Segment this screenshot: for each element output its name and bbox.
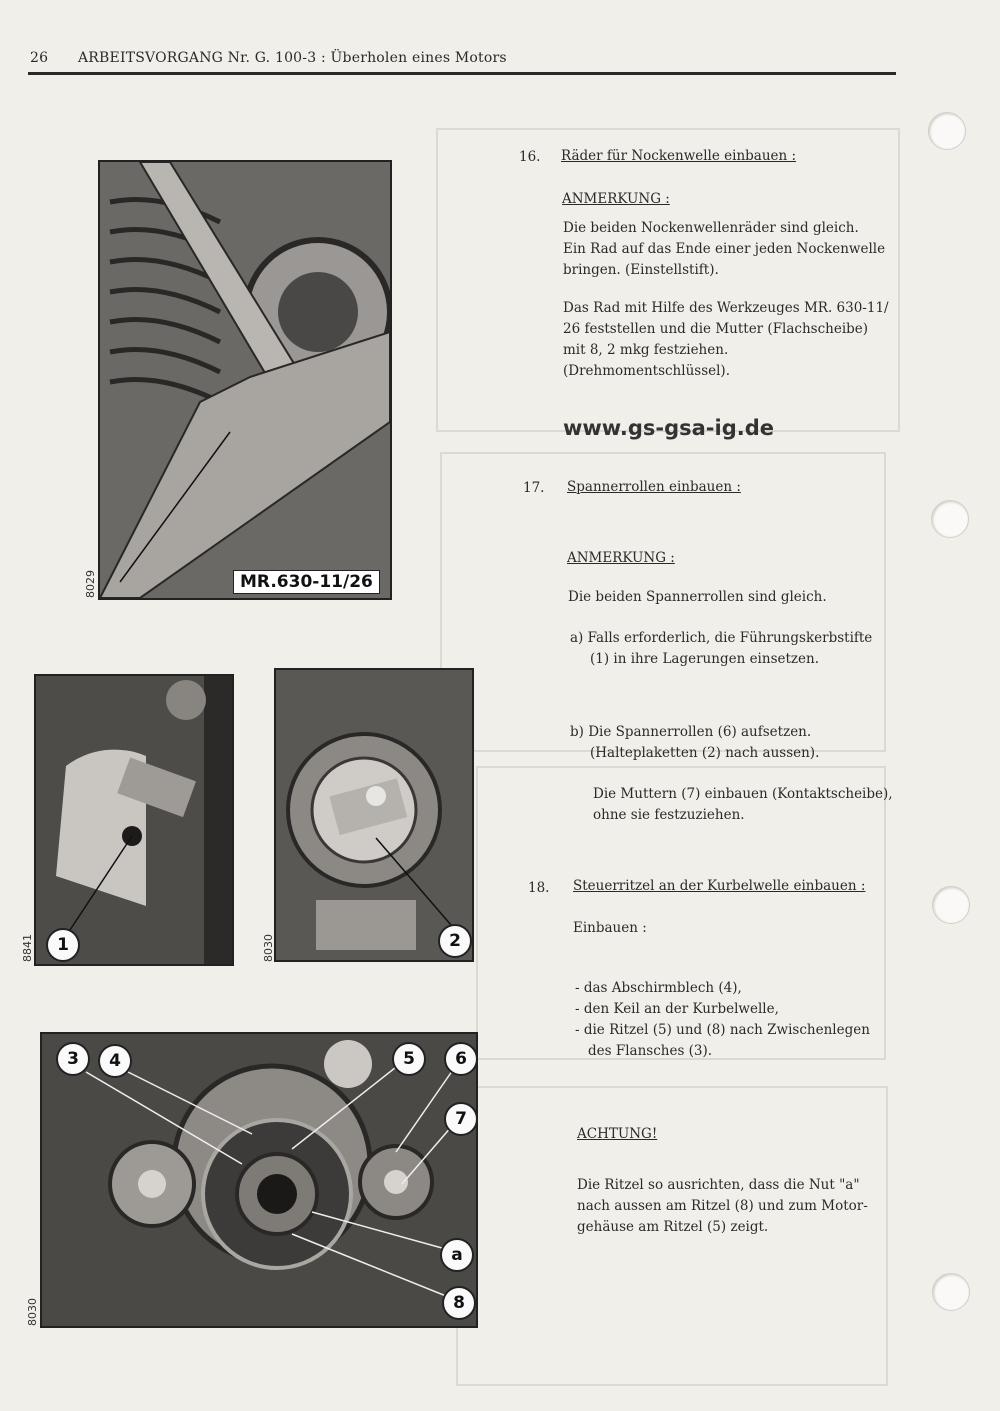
list-item: des Flansches (3). bbox=[588, 1043, 713, 1059]
text-line: ohne sie festzuziehen. bbox=[593, 807, 745, 823]
callout-7: 7 bbox=[444, 1102, 478, 1136]
punch-hole bbox=[931, 500, 969, 538]
punch-hole bbox=[928, 112, 966, 150]
text-line: (Halteplaketten (2) nach aussen). bbox=[590, 745, 820, 761]
step-18-title: Steuerritzel an der Kurbelwelle einbauen : bbox=[573, 878, 866, 894]
step-17-item-b bbox=[570, 722, 900, 764]
text-line: b) Die Spannerrollen (6) aufsetzen. bbox=[570, 724, 812, 740]
photo-guide-pins bbox=[34, 674, 234, 966]
punch-hole bbox=[932, 886, 970, 924]
photo-crankshaft-sprockets bbox=[40, 1032, 478, 1328]
text-line: Die beiden Nockenwellenräder sind gleich. bbox=[563, 220, 859, 236]
figure-code: 8030 bbox=[262, 934, 275, 962]
figure-code: 8841 bbox=[21, 934, 34, 962]
text-line: Die Ritzel so ausrichten, dass die Nut "a" bbox=[577, 1177, 860, 1193]
text-line: nach aussen am Ritzel (8) und zum Motor- bbox=[577, 1198, 868, 1214]
photo-tensioner-roller bbox=[274, 668, 474, 962]
step-17-number: 17. bbox=[523, 480, 545, 496]
callout-3: 3 bbox=[56, 1042, 90, 1076]
list-item: - den Keil an der Kurbelwelle, bbox=[575, 1001, 779, 1017]
step-17-item-c bbox=[593, 784, 913, 826]
step-16-note-heading: ANMERKUNG : bbox=[562, 191, 670, 207]
callout-a: a bbox=[440, 1238, 474, 1272]
text-line: (Drehmomentschlüssel). bbox=[563, 363, 730, 379]
step-18-install-label: Einbauen : bbox=[573, 920, 647, 936]
step-17-intro: Die beiden Spannerrollen sind gleich. bbox=[568, 589, 827, 605]
tool-label: MR.630-11/26 bbox=[233, 570, 380, 594]
step-18-warning-text bbox=[577, 1175, 897, 1238]
list-item: - das Abschirmblech (4), bbox=[575, 980, 742, 996]
step-17-note-heading: ANMERKUNG : bbox=[567, 550, 675, 566]
page-title: ARBEITSVORGANG Nr. G. 100-3 : Überholen eines Motors bbox=[78, 50, 507, 66]
callout-6: 6 bbox=[444, 1042, 478, 1076]
text-line: bringen. (Einstellstift). bbox=[563, 262, 719, 278]
guide-pin-illustration bbox=[36, 676, 232, 964]
callout-4: 4 bbox=[98, 1044, 132, 1078]
photo-camshaft-wheel-tool bbox=[98, 160, 392, 600]
tensioner-illustration bbox=[276, 670, 472, 960]
header-rule bbox=[28, 72, 896, 75]
text-line: Ein Rad auf das Ende einer jeden Nockenwelle bbox=[563, 241, 886, 257]
callout-1: 1 bbox=[46, 928, 80, 962]
callout-2: 2 bbox=[438, 924, 472, 958]
text-line: gehäuse am Ritzel (5) zeigt. bbox=[577, 1219, 769, 1235]
step-18-number: 18. bbox=[528, 880, 550, 896]
figure-code: 8029 bbox=[84, 570, 97, 598]
text-line: 26 feststellen und die Mutter (Flachscheibe) bbox=[563, 321, 869, 337]
text-line: mit 8, 2 mkg festziehen. bbox=[563, 342, 729, 358]
text-line: a) Falls erforderlich, die Führungskerbstifte bbox=[570, 630, 873, 646]
engine-illustration bbox=[100, 162, 390, 598]
page-number: 26 bbox=[30, 50, 49, 66]
text-line: (1) in ihre Lagerungen einsetzen. bbox=[590, 651, 819, 667]
text-line: Die Muttern (7) einbauen (Kontaktscheibe), bbox=[593, 786, 893, 802]
website-link[interactable]: www.gs-gsa-ig.de bbox=[563, 416, 774, 440]
step-16-instructions bbox=[563, 298, 913, 382]
step-18-item-list bbox=[575, 978, 895, 1062]
step-16-title: Räder für Nockenwelle einbauen : bbox=[561, 148, 797, 164]
sprocket-illustration bbox=[42, 1034, 476, 1326]
list-item: - die Ritzel (5) und (8) nach Zwischenlegen bbox=[575, 1022, 870, 1038]
step-16-note-text bbox=[563, 218, 913, 281]
callout-5: 5 bbox=[392, 1042, 426, 1076]
step-17-item-a bbox=[570, 628, 900, 670]
punch-hole bbox=[932, 1273, 970, 1311]
step-18-warning-heading: ACHTUNG! bbox=[577, 1126, 658, 1142]
step-16-number: 16. bbox=[519, 149, 541, 165]
callout-8: 8 bbox=[442, 1286, 476, 1320]
text-line: Das Rad mit Hilfe des Werkzeuges MR. 630-11/ bbox=[563, 300, 889, 316]
step-17-title: Spannerrollen einbauen : bbox=[567, 479, 741, 495]
figure-code: 8030 bbox=[26, 1298, 39, 1326]
